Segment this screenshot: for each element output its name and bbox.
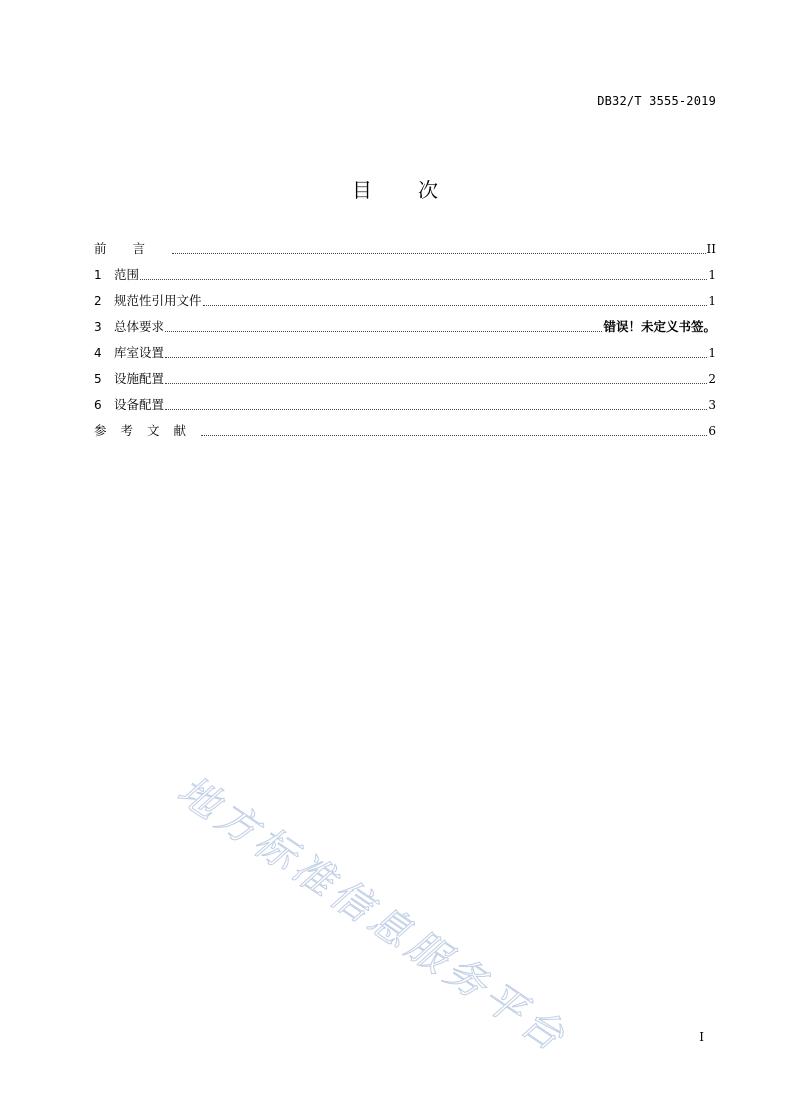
toc-page-number: 3 bbox=[708, 398, 716, 412]
toc-leader-dots bbox=[203, 304, 708, 306]
toc-number: 4 bbox=[94, 346, 102, 360]
toc-number: 3 bbox=[94, 320, 102, 334]
toc-page-number: 1 bbox=[708, 346, 716, 360]
toc-label: 设备配置 bbox=[114, 397, 165, 412]
toc-entry-facility-configuration[interactable] bbox=[94, 366, 716, 392]
toc-number: 6 bbox=[94, 398, 102, 412]
page-footer-number: I bbox=[699, 1030, 704, 1044]
toc-leader-dots bbox=[165, 356, 707, 358]
toc-page-number: 1 bbox=[708, 294, 716, 308]
watermark: 地方标准信息服务平台 bbox=[169, 767, 577, 1063]
toc-label: 范围 bbox=[114, 267, 140, 282]
toc-entry-scope[interactable] bbox=[94, 262, 716, 288]
toc-label: 前言 bbox=[94, 241, 172, 256]
toc-entry-bibliography[interactable] bbox=[94, 418, 716, 444]
toc-entry-foreword[interactable] bbox=[94, 236, 716, 262]
title-part-1: 目 bbox=[352, 178, 374, 202]
toc-label: 库室设置 bbox=[114, 345, 165, 360]
toc-number: 5 bbox=[94, 372, 102, 386]
title-part-2: 次 bbox=[418, 178, 440, 202]
toc-number: 2 bbox=[94, 294, 102, 308]
page-title bbox=[0, 174, 792, 203]
standard-code: DB32/T 3555-2019 bbox=[597, 94, 716, 108]
toc-label: 总体要求 bbox=[114, 319, 165, 334]
toc-label: 参考文献 bbox=[94, 423, 201, 438]
toc-leader-dots bbox=[172, 252, 706, 254]
toc-leader-dots bbox=[140, 278, 707, 280]
toc-page-number: 1 bbox=[708, 268, 716, 282]
toc-entry-equipment-configuration[interactable] bbox=[94, 392, 716, 418]
table-of-contents bbox=[94, 236, 716, 444]
toc-page-number: 2 bbox=[708, 372, 716, 386]
toc-leader-dots bbox=[165, 408, 707, 410]
toc-label: 设施配置 bbox=[114, 371, 165, 386]
toc-leader-dots bbox=[165, 330, 602, 332]
toc-page-number: 6 bbox=[708, 424, 716, 438]
toc-entry-general-requirements[interactable] bbox=[94, 314, 716, 340]
toc-leader-dots bbox=[201, 434, 707, 436]
toc-entry-normative-references[interactable] bbox=[94, 288, 716, 314]
toc-leader-dots bbox=[165, 382, 707, 384]
toc-page-number: II bbox=[706, 242, 716, 256]
toc-bookmark-error: 错误！未定义书签。 bbox=[603, 319, 716, 334]
toc-number: 1 bbox=[94, 268, 102, 282]
toc-label: 规范性引用文件 bbox=[114, 293, 202, 308]
toc-entry-room-setup[interactable] bbox=[94, 340, 716, 366]
